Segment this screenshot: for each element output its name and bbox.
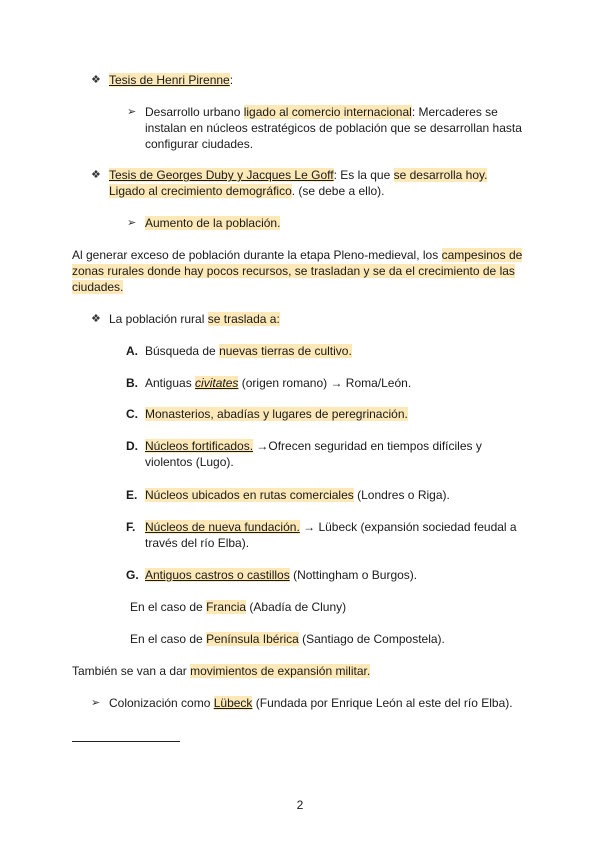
poblacion-pre: La población rural: [109, 312, 208, 326]
item-a-highlight: nuevas tierras de cultivo.: [219, 344, 352, 358]
militar-line: [72, 663, 370, 679]
colonizacion-highlight: Lübeck: [213, 696, 253, 710]
paragraph1-line2: [72, 263, 515, 279]
item-c: [145, 406, 408, 422]
item-d-line1: [145, 438, 482, 454]
item-g-highlight: Antiguos castros o castillos: [145, 568, 290, 582]
item-letter-b: B.: [126, 376, 138, 390]
duby-rest: . (se debe a ello).: [291, 184, 385, 198]
item-b-pre: Antiguas: [145, 376, 196, 390]
diamond-bullet-icon: ❖: [91, 313, 101, 325]
item-letter-f: F.: [126, 520, 136, 534]
arrow-bullet-icon: ➢: [91, 697, 101, 709]
paragraph1-highlight-2: zonas rurales donde hay pocos recursos, se trasladan y se da el crecimiento de las: [72, 264, 515, 278]
item-letter-d: D.: [126, 439, 138, 453]
iberica-rest: (Santiago de Compostela).: [298, 632, 445, 646]
item-g: [145, 567, 417, 583]
poblacion-highlight: se traslada a:: [207, 312, 280, 326]
arrow-bullet-icon: ➢: [127, 217, 137, 229]
item-b: [145, 375, 411, 391]
pirenne-sub-pre: Desarrollo urbano: [145, 105, 244, 119]
item-e-rest: (Londres o Riga).: [353, 488, 450, 502]
item-f-rest: → Lübeck (expansión sociedad feudal a: [299, 520, 517, 534]
item-e-highlight: Núcleos ubicados en rutas comerciales: [145, 488, 354, 502]
pirenne-sub-highlight: ligado al comercio internacional: [243, 105, 412, 119]
francia-highlight: Francia: [206, 600, 247, 614]
paragraph1-highlight-3: ciudades.: [72, 280, 124, 294]
iberica-highlight: Península Ibérica: [206, 632, 299, 646]
duby-highlight-1: se desarrolla hoy.: [393, 168, 488, 182]
item-d-rest: →Ofrecen seguridad en tiempos difíciles y: [253, 439, 482, 453]
duby-title: Tesis de Georges Duby y Jacques Le Goff: [109, 168, 334, 182]
item-letter-a: A.: [126, 344, 138, 358]
footnote-separator: [72, 741, 180, 742]
iberica-line: [130, 631, 445, 647]
item-f-line1: [145, 519, 517, 535]
item-f-highlight: Núcleos de nueva fundación.: [145, 520, 300, 534]
item-a-pre: Búsqueda de: [145, 344, 220, 358]
francia-rest: (Abadía de Cluny): [246, 600, 347, 614]
arrow-bullet-icon: ➢: [127, 106, 137, 118]
poblacion-heading: [109, 311, 280, 327]
item-letter-g: G.: [126, 568, 139, 582]
paragraph1-line3: [72, 279, 123, 295]
item-letter-e: E.: [126, 488, 138, 502]
duby-mid: : Es la que: [333, 168, 394, 182]
item-f-line2: través del río Elba).: [145, 536, 250, 550]
pirenne-sub-line3: configurar ciudades.: [145, 137, 254, 151]
item-c-highlight: Monasterios, abadías y lugares de peregrinación.: [145, 407, 408, 421]
francia-line: [130, 599, 346, 615]
page-number: 2: [296, 798, 304, 812]
diamond-bullet-icon: ❖: [91, 169, 101, 181]
item-a: [145, 343, 352, 359]
militar-highlight: movimientos de expansión militar.: [190, 664, 371, 678]
item-b-rest: (origen romano) → Roma/León.: [238, 376, 412, 390]
duby-line1: [109, 167, 487, 183]
colonizacion-pre: Colonización como: [109, 696, 214, 710]
paragraph1-highlight-1: campesinos de: [441, 248, 523, 262]
militar-pre: También se van a dar: [72, 664, 191, 678]
iberica-pre: En el caso de: [130, 632, 207, 646]
pirenne-sub-rest: : Mercaderes se: [411, 105, 498, 119]
pirenne-title: Tesis de Henri Pirenne: [109, 73, 230, 87]
duby-sub-highlight: Aumento de la población.: [145, 216, 281, 230]
item-letter-c: C.: [126, 407, 138, 421]
diamond-bullet-icon: ❖: [91, 74, 101, 86]
item-g-rest: (Nottingham o Burgos).: [289, 568, 418, 582]
colonizacion-line: [109, 695, 513, 711]
paragraph1-pre: Al generar exceso de población durante la etapa Pleno-medieval, los: [72, 248, 442, 262]
duby-highlight-2: Ligado al crecimiento demográfico: [109, 184, 292, 198]
pirenne-sub-line1: [145, 104, 498, 120]
duby-line2: [109, 183, 384, 199]
duby-sub: [145, 215, 280, 231]
item-d-highlight: Núcleos fortificados.: [145, 439, 254, 453]
item-e: [145, 487, 450, 503]
item-b-highlight: civitates: [195, 376, 239, 390]
colonizacion-rest: (Fundada por Enrique León al este del río Elba).: [252, 696, 513, 710]
paragraph1-line1: [72, 247, 522, 263]
pirenne-colon: :: [229, 73, 234, 87]
pirenne-heading: [109, 72, 233, 88]
item-d-line2: violentos (Lugo).: [145, 455, 234, 469]
pirenne-sub-line2: instalan en núcleos estratégicos de población que se desarrollan hasta: [145, 121, 522, 135]
francia-pre: En el caso de: [130, 600, 207, 614]
